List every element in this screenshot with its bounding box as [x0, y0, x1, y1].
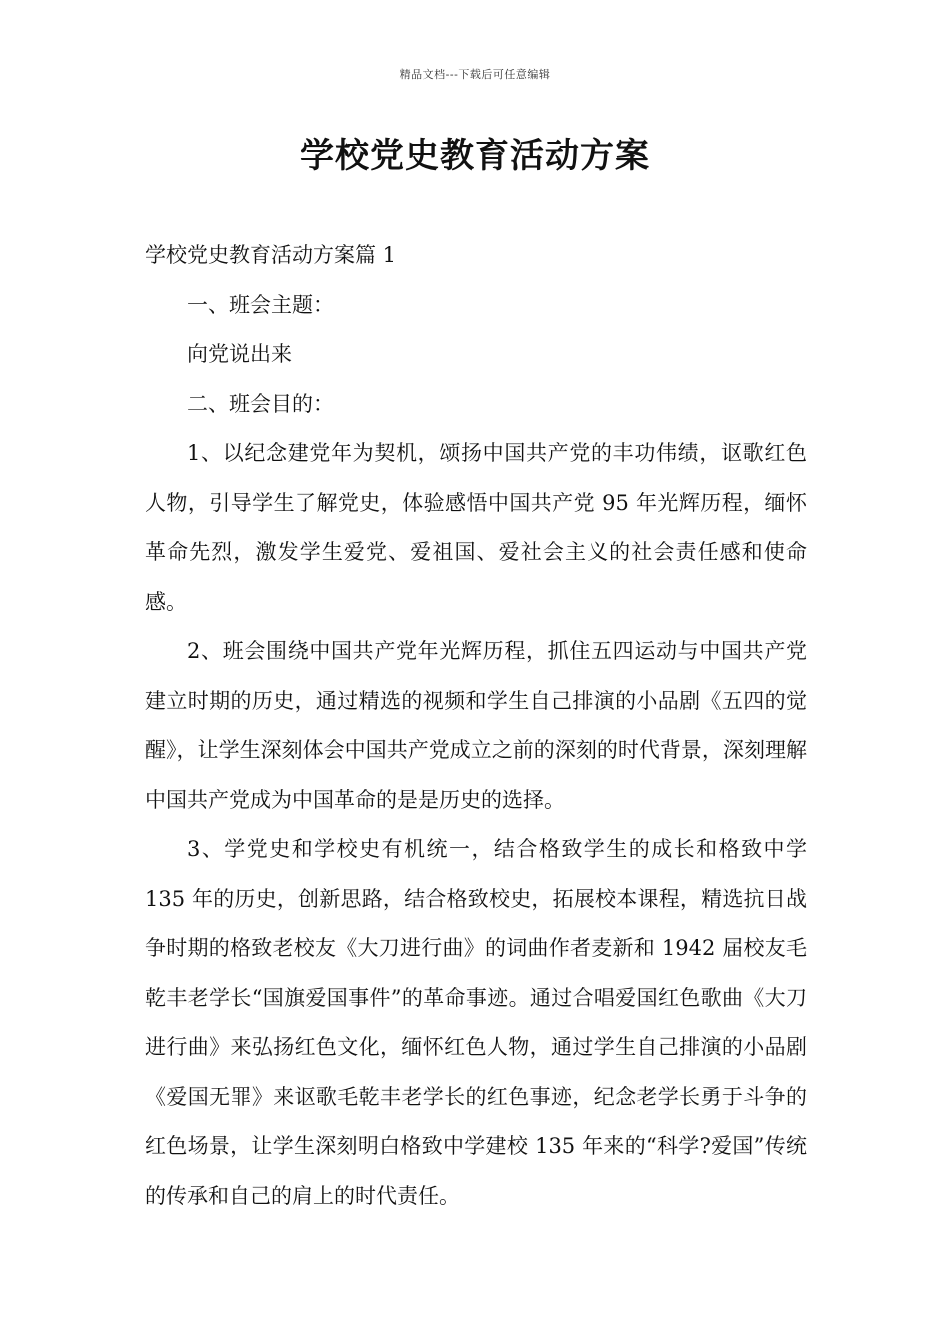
- paragraph-meeting-theme: 向党说出来: [187, 342, 292, 366]
- paragraph-meeting-purpose-heading: 二、班会目的：: [187, 391, 334, 416]
- paragraph-purpose-2: 2、班会围绕中国共产党年光辉历程，抓住五四运动与中国共产党建立时期的历史，通过精选的视频和学生自己排演的小品剧《五四的觉醒》，让学生深刻体会中国共产党成立之前的深刻的时代背景，深刻理解中国共产党成为中国革命的是是历史的选择。: [145, 639, 807, 812]
- paragraph-meeting-theme-heading: 一、班会主题：: [187, 292, 334, 317]
- paragraph-purpose-1: 1、以纪念建党年为契机，颂扬中国共产党的丰功伟绩，讴歌红色人物，引导学生了解党史，体验感悟中国共产党 95 年光辉历程，缅怀革命先烈，激发学生爱党、爱祖国、爱社会主义的社会责任感和使命感。: [145, 441, 807, 614]
- document-body: [145, 231, 807, 1221]
- section-heading: 学校党史教育活动方案篇 1: [145, 243, 397, 267]
- document-title: 学校党史教育活动方案: [300, 136, 650, 176]
- header-note: 精品文档---下载后可任意编辑: [399, 68, 551, 81]
- paragraph-purpose-3: 3、学党史和学校史有机统一，结合格致学生的成长和格致中学 135 年的历史，创新思路，结合格致校史，拓展校本课程，精选抗日战争时期的格致老校友《大刀进行曲》的词曲作者麦新和 1942 届校友毛乾丰老学长“国旗爱国事件”的革命事迹。通过合唱爱国红色歌曲《大刀进行曲》来弘扬红色文化，缅怀红色人物，通过学生自己排演的小品剧《爱国无罪》来讴歌毛乾丰老学长的红色事迹，纪念老学长勇于斗争的红色场景，让学生深刻明白格致中学建校 135 年来的“科学?爱国”传统的传承和自己的肩上的时代责任。: [145, 837, 807, 1208]
